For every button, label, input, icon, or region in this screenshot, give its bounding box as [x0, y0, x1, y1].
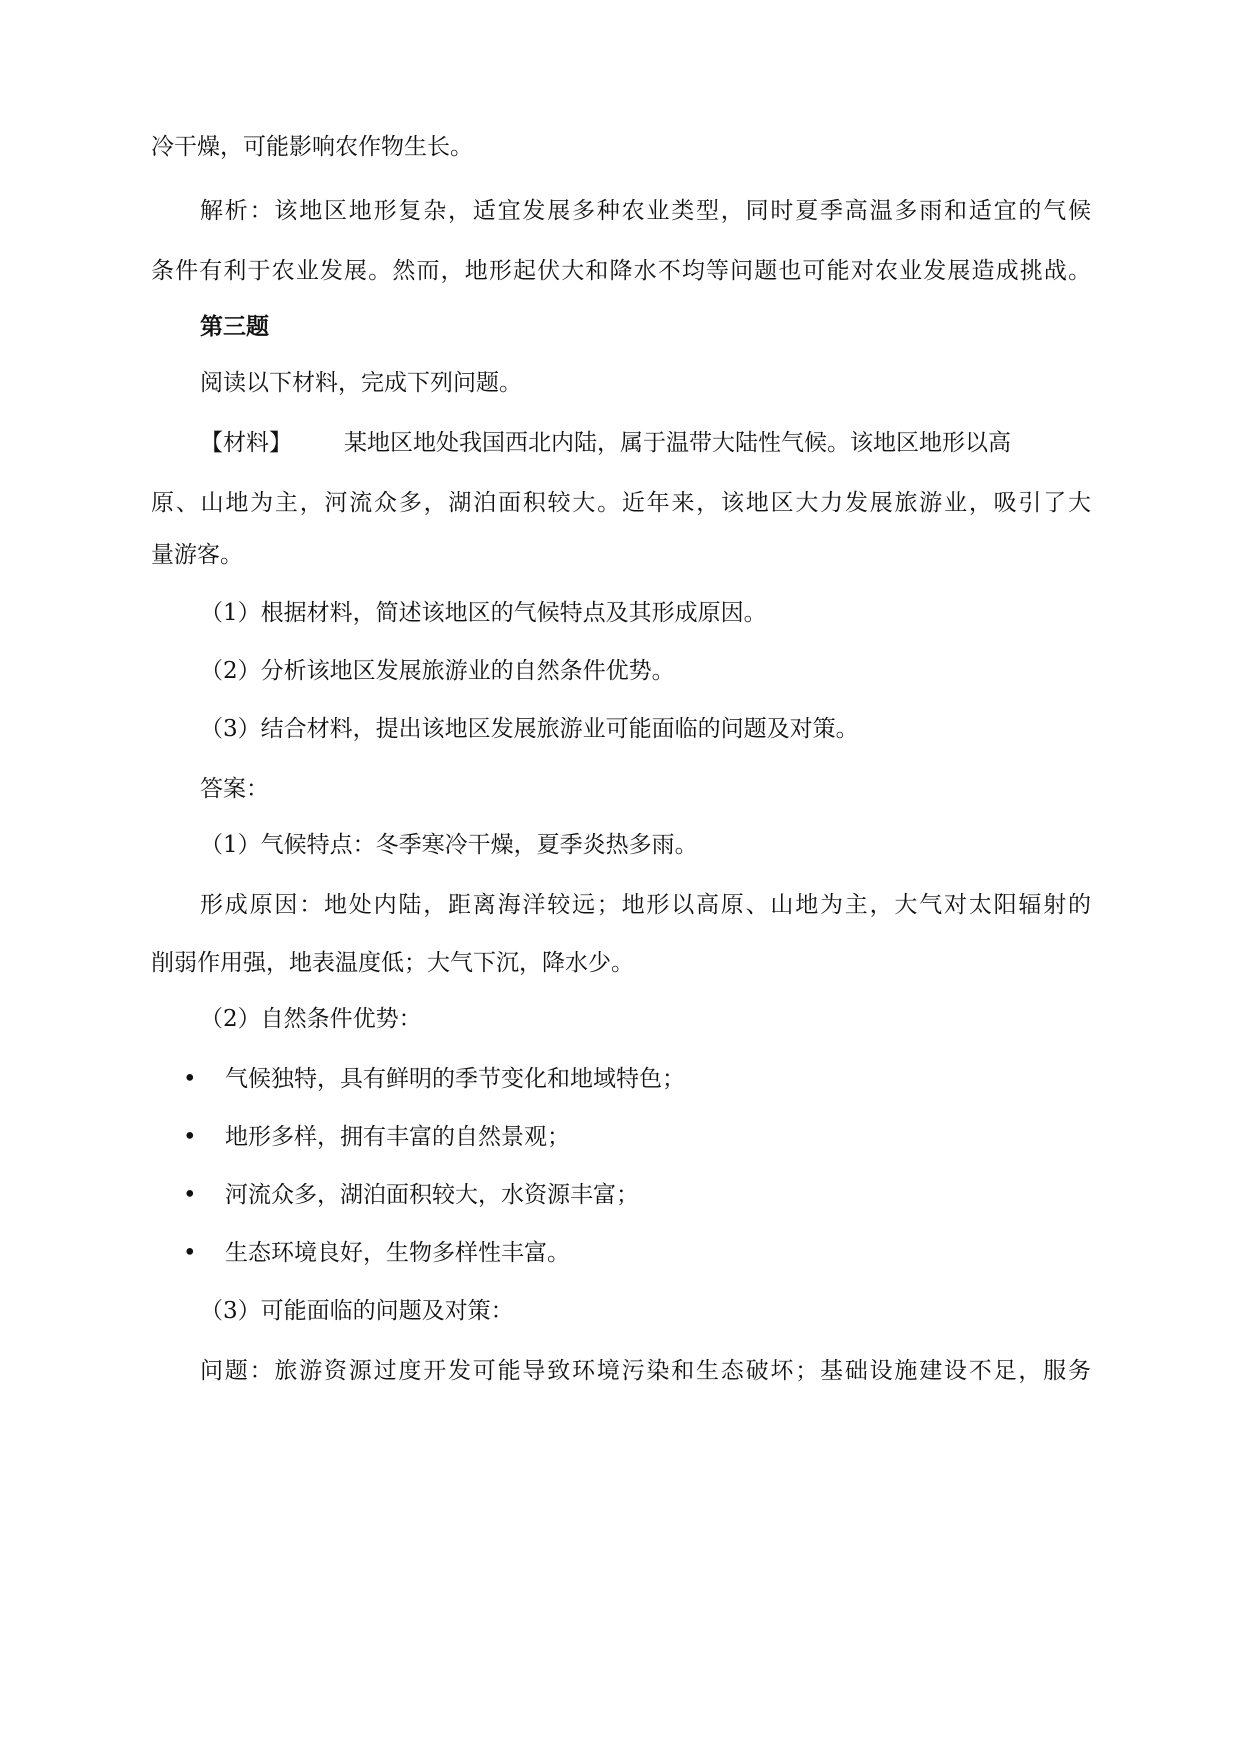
bullet-text: 生态环境良好，生物多样性丰富。: [225, 1240, 570, 1266]
material-line: 原、山地为主，河流众多，湖泊面积较大。近年来，该地区大力发展旅游业，吸引了大: [151, 490, 1091, 516]
answer-line: 削弱作用强，地表温度低；大气下沉，降水少。: [151, 950, 634, 976]
material-text: 某地区地处我国西北内陆，属于温带大陆性气候。该地区地形以高: [344, 430, 1011, 456]
answer-line: （2）自然条件优势：: [200, 1006, 422, 1032]
answer-line: 形成原因：地处内陆，距离海洋较远；地形以高原、山地为主，大气对太阳辐射的: [200, 892, 1091, 918]
analysis-line: 条件有利于农业发展。然而，地形起伏大和降水不均等问题也可能对农业发展造成挑战。: [151, 258, 1091, 284]
analysis-line: 解析：该地区地形复杂，适宜发展多种农业类型，同时夏季高温多雨和适宜的气候: [200, 198, 1091, 224]
answer-line: （1）气候特点：冬季寒冷干燥，夏季炎热多雨。: [200, 832, 698, 858]
material-line: [200, 428, 1091, 458]
bullet-text: 河流众多，湖泊面积较大，水资源丰富；: [225, 1182, 639, 1208]
bullet-icon: •: [183, 1240, 197, 1266]
bullet-text: 地形多样，拥有丰富的自然景观；: [225, 1124, 570, 1150]
bullet-icon: •: [183, 1182, 197, 1208]
question-heading: 第三题: [200, 313, 269, 340]
paragraph-line: 冷干燥，可能影响农作物生长。: [151, 134, 473, 160]
bullet-icon: •: [183, 1066, 197, 1092]
bullet-icon: •: [183, 1124, 197, 1150]
question-item: （1）根据材料，简述该地区的气候特点及其形成原因。: [200, 600, 767, 626]
material-label: 【材料】: [200, 430, 292, 456]
question-item: （2）分析该地区发展旅游业的自然条件优势。: [200, 658, 675, 684]
material-line: 量游客。: [151, 542, 243, 568]
question-item: （3）结合材料，提出该地区发展旅游业可能面临的问题及对策。: [200, 716, 859, 742]
answer-line: 问题：旅游资源过度开发可能导致环境污染和生态破坏；基础设施建设不足，服务: [200, 1358, 1091, 1384]
bullet-text: 气候独特，具有鲜明的季节变化和地域特色；: [225, 1066, 685, 1092]
instruction-line: 阅读以下材料，完成下列问题。: [200, 370, 522, 396]
answer-line: （3）可能面临的问题及对策：: [200, 1298, 514, 1324]
answer-label: 答案：: [200, 776, 269, 802]
